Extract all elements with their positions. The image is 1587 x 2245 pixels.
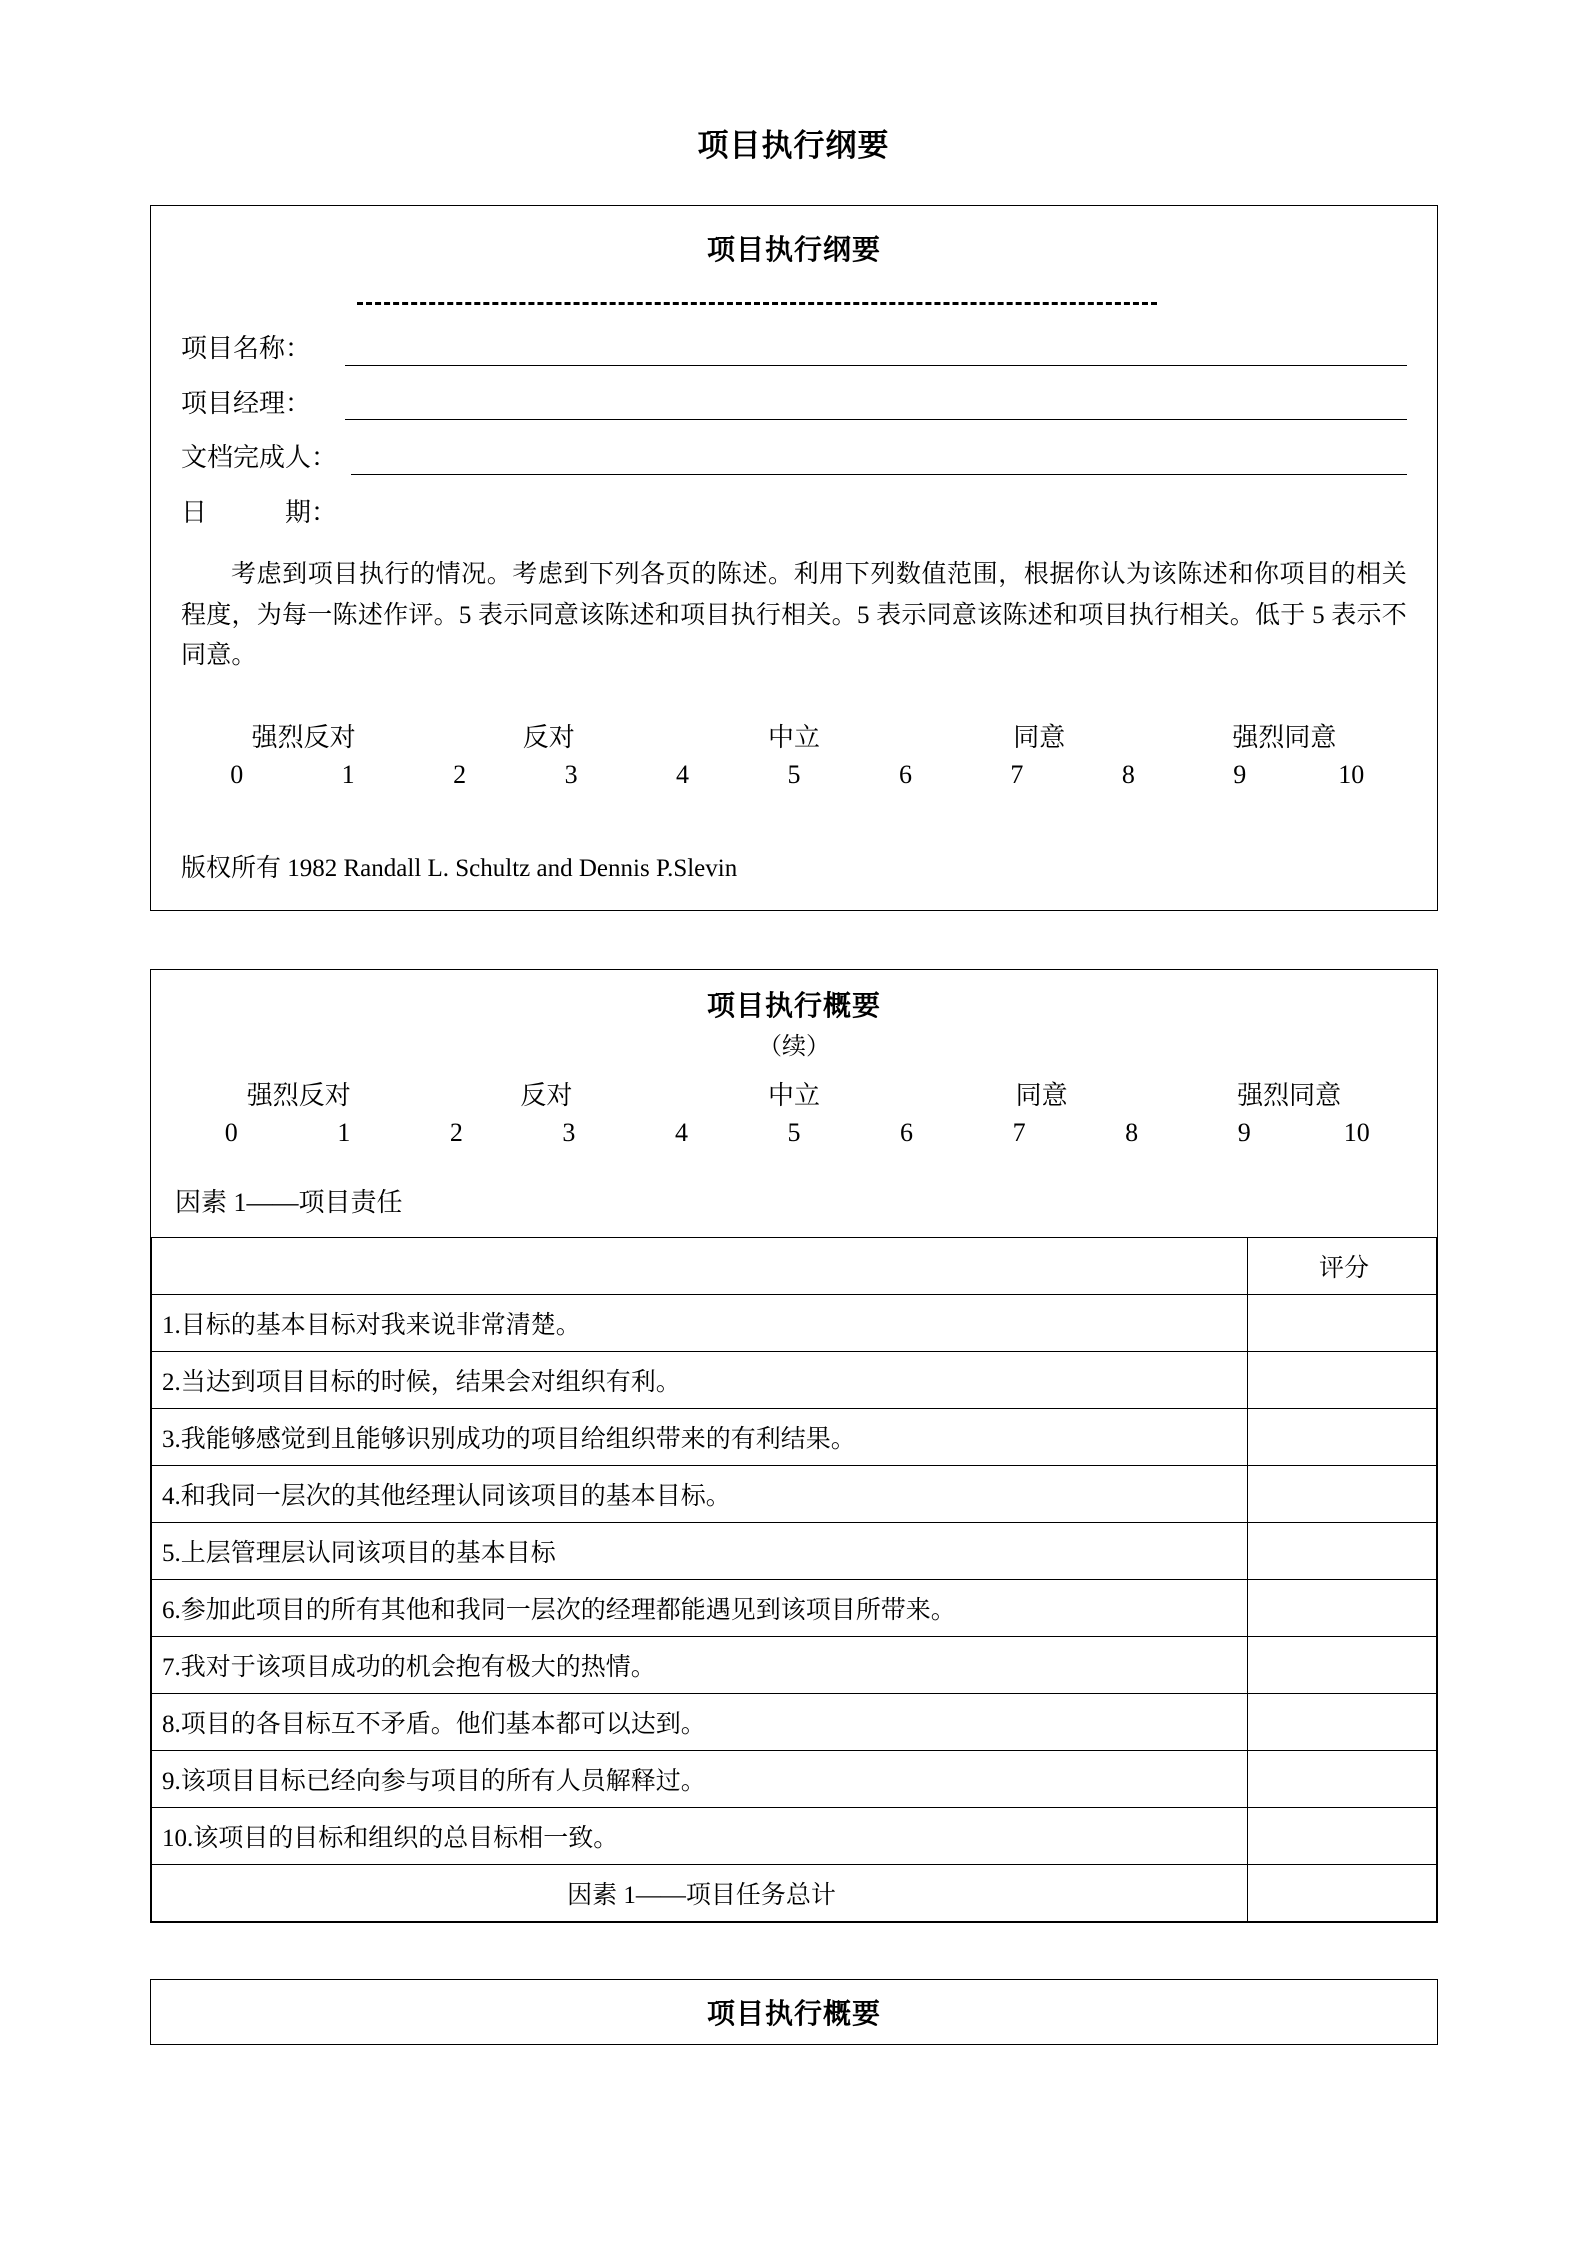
scale-number-3: 3 (564, 759, 578, 789)
factor-section-subtitle: （续） (758, 1033, 830, 1060)
item-score-8[interactable] (1248, 1693, 1437, 1750)
factor-section-block (150, 969, 1438, 1923)
item-text-5: 5.上层管理层认同该项目的基本目标 (152, 1522, 1248, 1579)
field-row-project-name (181, 335, 1407, 366)
item-text-3: 3.我能够感觉到且能够识别成功的项目给组织带来的有利结果。 (152, 1408, 1248, 1465)
field-input-author[interactable] (351, 448, 1407, 475)
item-score-2[interactable] (1248, 1351, 1437, 1408)
factor-section-title: 项目执行概要 (706, 990, 881, 1022)
blank-header-cell (152, 1237, 1248, 1294)
item-text-9: 9.该项目目标已经向参与项目的所有人员解释过。 (152, 1750, 1248, 1807)
scale-number-10: 10 (1338, 759, 1365, 789)
factor-header (151, 970, 1437, 1237)
item-score-4[interactable] (1248, 1465, 1437, 1522)
factor-total-label: 因素 1——项目任务总计 (152, 1864, 1248, 1921)
field-row-author (181, 444, 1407, 475)
scale-label-neutral-2: 中立 (767, 1080, 820, 1110)
table-header-row (152, 1237, 1437, 1294)
scale-number-6-2: 6 (900, 1117, 914, 1147)
scale-number-2-2: 2 (449, 1117, 463, 1147)
scale-label-row-factor (175, 1075, 1413, 1112)
field-input-project-manager[interactable] (345, 393, 1407, 420)
scale-label-disagree-2: 反对 (520, 1080, 573, 1110)
scale-label-agree: 同意 (1013, 722, 1066, 752)
instructions-paragraph: 考虑到项目执行的情况。考虑到下列各页的陈述。利用下列数值范围，根据你认为该陈述和你项目的相关程度，为每一陈述作评。5 表示同意该陈述和项目执行相关。5 表示同意该陈述和项目执行相关。低于 5 表示不同意。 (181, 561, 1407, 670)
scale-number-5: 5 (787, 759, 801, 789)
table-row (152, 1750, 1437, 1807)
scale-number-1: 1 (341, 759, 355, 789)
table-row (152, 1579, 1437, 1636)
page-title: 项目执行纲要 (697, 128, 890, 163)
item-score-7[interactable] (1248, 1636, 1437, 1693)
item-text-8: 8.项目的各目标互不矛盾。他们基本都可以达到。 (152, 1693, 1248, 1750)
dashed-rule (357, 302, 1157, 305)
table-row (152, 1522, 1437, 1579)
item-score-3[interactable] (1248, 1408, 1437, 1465)
table-row (152, 1807, 1437, 1864)
item-score-6[interactable] (1248, 1579, 1437, 1636)
scale-number-4: 4 (676, 759, 690, 789)
field-input-date[interactable] (351, 503, 1407, 529)
scale-label-strongly-disagree: 强烈反对 (251, 722, 356, 752)
scale-number-9-2: 9 (1237, 1117, 1251, 1147)
score-column-header: 评分 (1248, 1237, 1437, 1294)
scale-number-8-2: 8 (1125, 1117, 1139, 1147)
item-score-9[interactable] (1248, 1750, 1437, 1807)
scale-number-row (181, 760, 1407, 790)
scale-number-0: 0 (230, 759, 244, 789)
scale-number-5-2: 5 (787, 1117, 801, 1147)
scale-number-row-factor (175, 1118, 1413, 1148)
scale-number-6: 6 (898, 759, 912, 789)
factor-total-score[interactable] (1248, 1864, 1437, 1921)
footer-block (150, 1979, 1438, 2045)
copyright-line: 版权所有 1982 Randall L. Schultz and Dennis P.Slevin (181, 854, 738, 882)
item-text-2: 2.当达到项目目标的时候，结果会对组织有利。 (152, 1351, 1248, 1408)
scale-number-9: 9 (1233, 759, 1247, 789)
item-text-1: 1.目标的基本目标对我来说非常清楚。 (152, 1294, 1248, 1351)
table-row (152, 1693, 1437, 1750)
scale-label-strongly-agree-2: 强烈同意 (1237, 1080, 1342, 1110)
table-row (152, 1408, 1437, 1465)
footer-title: 项目执行概要 (706, 1998, 881, 2030)
rating-scale-cover (181, 717, 1407, 790)
item-score-1[interactable] (1248, 1294, 1437, 1351)
scale-number-0-2: 0 (224, 1117, 238, 1147)
table-row (152, 1294, 1437, 1351)
cover-form-block (150, 205, 1438, 911)
item-text-7: 7.我对于该项目成功的机会抱有极大的热情。 (152, 1636, 1248, 1693)
scale-number-2: 2 (453, 759, 467, 789)
scale-number-1-2: 1 (337, 1117, 351, 1147)
scale-label-neutral: 中立 (768, 722, 821, 752)
section-gap (150, 911, 1437, 969)
field-row-project-manager (181, 390, 1407, 421)
scale-label-row (181, 717, 1407, 754)
factor-name: 因素 1——项目责任 (175, 1187, 403, 1217)
field-input-project-name[interactable] (345, 339, 1407, 366)
table-row (152, 1636, 1437, 1693)
item-text-10: 10.该项目的目标和组织的总目标相一致。 (152, 1807, 1248, 1864)
field-row-date (181, 499, 1407, 530)
scale-number-7: 7 (1010, 759, 1024, 789)
scale-number-3-2: 3 (562, 1117, 576, 1147)
scale-number-7-2: 7 (1012, 1117, 1026, 1147)
item-score-5[interactable] (1248, 1522, 1437, 1579)
factor-items-table (151, 1237, 1437, 1922)
table-row (152, 1351, 1437, 1408)
scale-number-8: 8 (1121, 759, 1135, 789)
item-text-4: 4.和我同一层次的其他经理认同该项目的基本目标。 (152, 1465, 1248, 1522)
item-score-10[interactable] (1248, 1807, 1437, 1864)
field-label-project-manager: 项目经理： (181, 388, 312, 418)
scale-label-strongly-disagree-2: 强烈反对 (246, 1080, 351, 1110)
rating-scale-factor (175, 1075, 1413, 1148)
table-row (152, 1465, 1437, 1522)
scale-label-disagree: 反对 (522, 722, 575, 752)
scale-number-4-2: 4 (674, 1117, 688, 1147)
scale-label-strongly-agree: 强烈同意 (1232, 722, 1337, 752)
cover-heading: 项目执行纲要 (706, 235, 881, 266)
field-label-project-name: 项目名称： (181, 334, 312, 363)
item-text-6: 6.参加此项目的所有其他和我同一层次的经理都能遇见到该项目所带来。 (152, 1579, 1248, 1636)
scale-number-10-2: 10 (1343, 1117, 1370, 1147)
table-total-row (152, 1864, 1437, 1921)
field-label-author: 文档完成人： (181, 443, 338, 473)
scale-label-agree-2: 同意 (1015, 1080, 1068, 1110)
field-label-date: 日 期： (181, 497, 338, 527)
